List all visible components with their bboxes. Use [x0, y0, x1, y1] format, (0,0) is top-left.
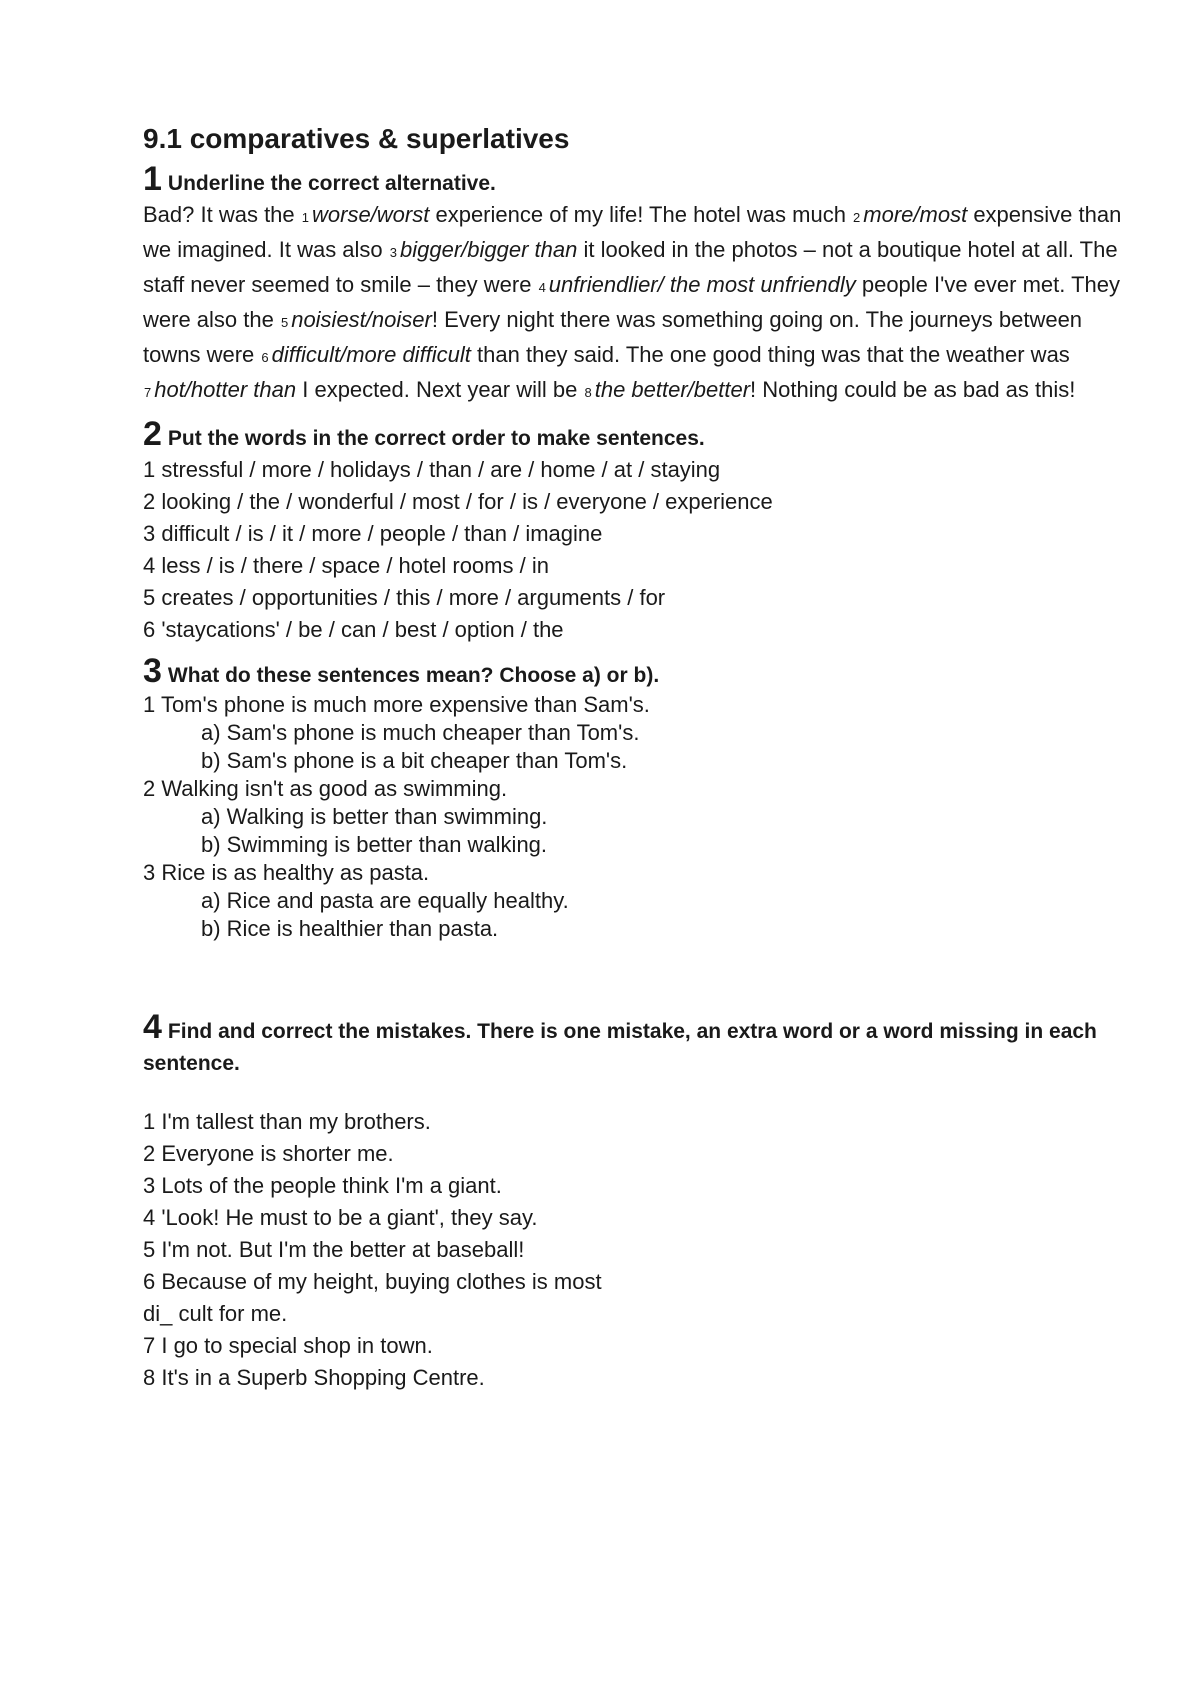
alternative-choice: worse/worst [312, 202, 430, 227]
task-4-item: 7 I go to special shop in town. [143, 1333, 433, 1358]
alternative-choice: unfriendlier/ the most unfriendly [548, 272, 856, 297]
task-3-option-a: a) Rice and pasta are equally healthy. [201, 888, 569, 913]
paragraph-text: than they said. The one good thing was that the weather was [470, 342, 1070, 367]
spacer [143, 1080, 1133, 1106]
task-4-item: 8 It's in a Superb Shopping Centre. [143, 1365, 485, 1390]
task-3-instruction: What do these sentences mean? Choose a) or b). [167, 664, 660, 687]
paragraph-text: it looked in the photos – not a boutique hotel at all. The staff never seemed to smile – they were [143, 237, 1118, 297]
task-4 [143, 1008, 1133, 1394]
task-4-item: 1 I'm tallest than my brothers. [143, 1109, 431, 1134]
task-1-number: 1 [143, 160, 162, 198]
alternative-choice: difficult/more difficult [271, 342, 471, 367]
alternative-choice: more/most [863, 202, 968, 227]
task-4-item: 3 Lots of the people think I'm a giant. [143, 1173, 502, 1198]
task-3-heading [143, 652, 1133, 691]
alternative-choice: the better/better [594, 377, 751, 402]
task-3-option-a: a) Sam's phone is much cheaper than Tom's. [201, 720, 640, 745]
task-2-item: 1 stressful / more / holidays / than / are / home / at / staying [143, 457, 721, 482]
task-3-question: 3 Rice is as healthy as pasta. [143, 860, 430, 885]
task-3 [143, 652, 1133, 943]
paragraph-text: experience of my life! The hotel was much [429, 202, 853, 227]
task-4-heading [143, 1008, 1133, 1080]
paragraph-text: I expected. Next year will be [296, 377, 584, 402]
task-4-item: 4 'Look! He must to be a giant', they say. [143, 1205, 538, 1230]
gap-number: 6 [261, 350, 269, 365]
task-4-item: 6 Because of my height, buying clothes is most [143, 1269, 602, 1294]
gap-number: 1 [301, 210, 309, 225]
task-4-item: di_ cult for me. [143, 1301, 288, 1326]
task-4-item: 2 Everyone is shorter me. [143, 1141, 394, 1166]
gap-number: 4 [538, 280, 546, 295]
alternative-choice: hot/hotter than [154, 377, 297, 402]
worksheet [143, 122, 1133, 1394]
task-3-option-a: a) Walking is better than swimming. [201, 804, 548, 829]
gap-number: 7 [144, 385, 152, 400]
gap-number: 3 [389, 245, 398, 260]
paragraph-text: Bad? It was the [143, 202, 301, 227]
task-3-option-b: b) Swimming is better than walking. [201, 832, 548, 857]
task-4-instruction: Find and correct the mistakes. There is one mistake, an extra word or a word missing in each sentence. [143, 1020, 1097, 1075]
task-3-question: 1 Tom's phone is much more expensive than Sam's. [143, 692, 650, 717]
alternative-choice: bigger/bigger than [400, 237, 578, 262]
task-1-paragraph [143, 199, 1133, 409]
gap-number: 5 [280, 315, 289, 330]
paragraph-text: ! Every night there was something going on. The journeys between towns were [143, 307, 1083, 367]
task-2-heading [143, 415, 1133, 454]
task-1-heading [143, 160, 1133, 199]
task-2-item: 4 less / is / there / space / hotel rooms / in [143, 553, 549, 578]
paragraph-text: people I've ever met. They were also the [143, 272, 1121, 332]
gap-number: 8 [584, 385, 592, 400]
page-title: 9.1 comparatives & superlatives [143, 123, 570, 154]
task-4-item: 5 I'm not. But I'm the better at baseball! [143, 1237, 525, 1262]
task-3-number: 3 [143, 652, 162, 690]
task-2-instruction: Put the words in the correct order to make sentences. [167, 427, 705, 450]
task-3-option-b: b) Sam's phone is a bit cheaper than Tom's. [201, 748, 628, 773]
task-2-item: 5 creates / opportunities / this / more / arguments / for [143, 585, 666, 610]
task-2-number: 2 [143, 415, 162, 453]
alternative-choice: noisiest/noiser [291, 307, 432, 332]
gap-number: 2 [853, 210, 861, 225]
task-3-option-b: b) Rice is healthier than pasta. [201, 916, 499, 941]
task-2-item: 3 difficult / is / it / more / people / than / imagine [143, 521, 603, 546]
paragraph-text: ! Nothing could be as bad as this! [750, 377, 1076, 402]
task-4-number: 4 [143, 1008, 162, 1046]
paragraph-text: expensive than we imagined. It was also [143, 202, 1122, 262]
task-2 [143, 415, 1133, 646]
task-1 [143, 160, 1133, 409]
task-2-item: 2 looking / the / wonderful / most / for / is / everyone / experience [143, 489, 773, 514]
task-2-item: 6 'staycations' / be / can / best / option / the [143, 617, 564, 642]
task-3-question: 2 Walking isn't as good as swimming. [143, 776, 508, 801]
task-1-instruction: Underline the correct alternative. [167, 172, 496, 195]
